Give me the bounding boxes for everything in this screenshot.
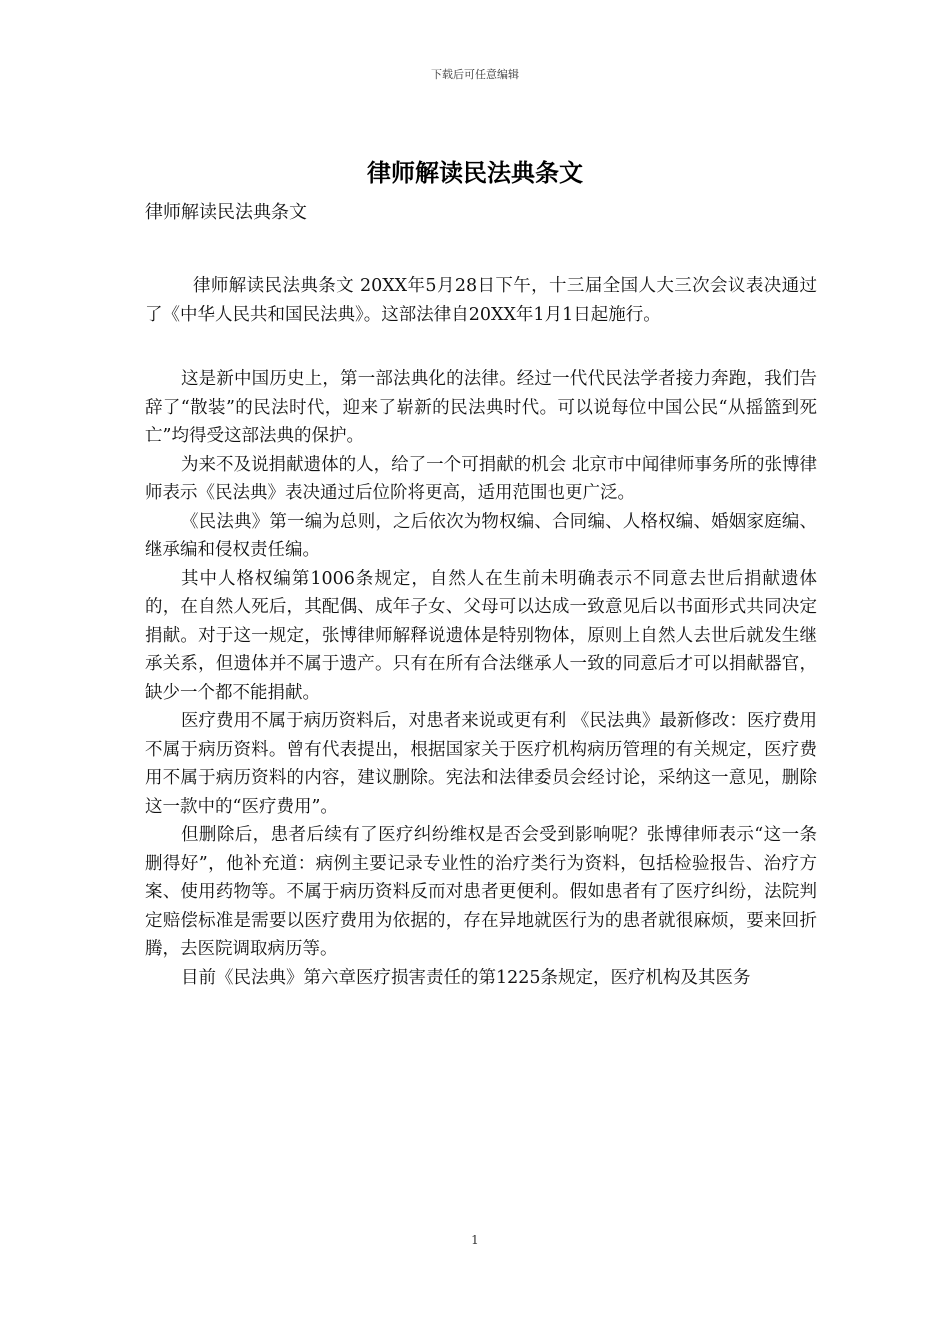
paragraph: 这是新中国历史上，第一部法典化的法律。经过一代代民法学者接力奔跑，我们告辞了“散装”的民法时代，迎来了崭新的民法典时代。可以说每位中国公民“从摇篮到死亡”均得受这部法典的保护。	[145, 369, 817, 446]
document-title: 律师解读民法典条文	[367, 158, 583, 187]
page-number: 1	[471, 1233, 479, 1247]
header-note: 下载后可任意编辑	[431, 68, 519, 81]
paragraph: 目前《民法典》第六章医疗损害责任的第1225条规定，医疗机构及其医务	[181, 967, 751, 988]
paragraph: 但删除后，患者后续有了医疗纠纷维权是否会受到影响呢？张博律师表示“这一条删得好”，他补充道：病例主要记录专业性的治疗类行为资料，包括检验报告、治疗方案、使用药物等。不属于病历资料反而对患者更便利。假如患者有了医疗纠纷，法院判定赔偿标准是需要以医疗费用为依据的，存在异地就医行为的患者就很麻烦，要来回折腾，去医院调取病历等。	[145, 825, 817, 959]
document-body	[145, 272, 817, 992]
paragraph-intro: 律师解读民法典条文 20XX年5月28日下午，十三届全国人大三次会议表决通过了《中华人民共和国民法典》。这部法律自20XX年1月1日起施行。	[145, 276, 817, 325]
paragraph: 为来不及说捐献遗体的人，给了一个可捐献的机会 北京市中闻律师事务所的张博律师表示《民法典》表决通过后位阶将更高，适用范围也更广泛。	[145, 454, 817, 503]
paragraph: 其中人格权编第1006条规定，自然人在生前未明确表示不同意去世后捐献遗体的，在自然人死后，其配偶、成年子女、父母可以达成一致意见后以书面形式共同决定捐献。对于这一规定，张博律师解释说遗体是特别物体，原则上自然人去世后就发生继承关系，但遗体并不属于遗产。只有在所有合法继承人一致的同意后才可以捐献器官，缺少一个都不能捐献。	[145, 568, 817, 703]
paragraph: 《民法典》第一编为总则，之后依次为物权编、合同编、人格权编、婚姻家庭编、继承编和侵权责任编。	[145, 511, 817, 560]
paragraph: 医疗费用不属于病历资料后，对患者来说或更有利 《民法典》最新修改：医疗费用不属于病历资料。曾有代表提出，根据国家关于医疗机构病历管理的有关规定，医疗费用不属于病历资料的内容，建议删除。宪法和法律委员会经讨论，采纳这一意见，删除这一款中的“医疗费用”。	[145, 711, 817, 817]
document-subtitle: 律师解读民法典条文	[145, 202, 307, 223]
